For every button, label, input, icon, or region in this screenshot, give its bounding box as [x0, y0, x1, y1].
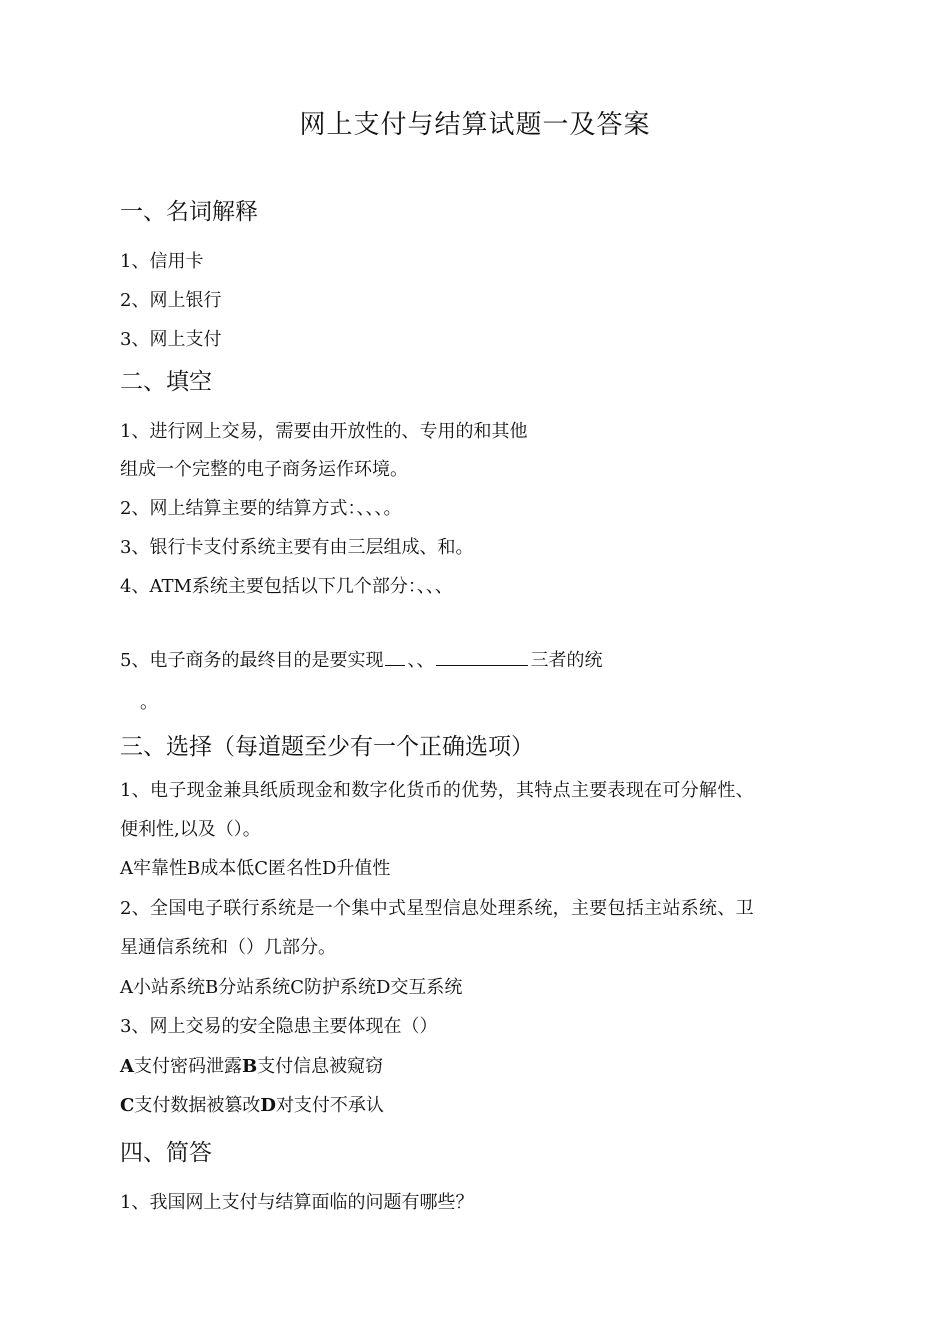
option-letter: D [260, 1095, 276, 1116]
fill-question-1a: 1、进行网上交易，需要由开放性的、专用的和其他 [120, 421, 528, 442]
option-letter: A [120, 1056, 134, 1077]
term-item: 2、网上银行 [120, 290, 222, 311]
term-item: 1、信用卡 [120, 251, 204, 272]
fill-question-5-separators: 、、 [407, 650, 435, 671]
choice-question-1a: 1、电子现金兼具纸质现金和数字化货币的优势，其特点主要表现在可分解性、 [120, 780, 754, 801]
answer-blank [385, 651, 405, 666]
short-answer-question-1: 1、我国网上支付与结算面临的问题有哪些？ [120, 1192, 474, 1213]
fill-question-1b: 组成一个完整的电子商务运作环境。 [120, 459, 408, 480]
option-letter: B [241, 1056, 258, 1077]
document-title: 网上支付与结算试题一及答案 [299, 110, 651, 140]
fill-question-5 [120, 648, 602, 674]
section-heading-terms: 一、名词解释 [120, 199, 258, 225]
fill-question-5-end: 。 [140, 692, 158, 713]
choice-question-3-options-ab [120, 1054, 383, 1080]
section-heading-choice: 三、选择（每道题至少有一个正确选项） [120, 734, 534, 760]
choice-question-3: 3、网上交易的安全隐患主要体现在（） [120, 1016, 438, 1037]
option-text: 支付信息被窥窃 [257, 1056, 384, 1077]
fill-question-4: 4、ATM系统主要包括以下几个部分：、、、 [120, 576, 453, 597]
option-text: 支付密码泄露 [133, 1056, 242, 1077]
term-item: 3、网上支付 [120, 329, 222, 350]
fill-question-5-suffix: 三者的统 [530, 650, 603, 671]
option-letter: C [120, 1095, 135, 1116]
choice-question-1b: 便利性,以及（）。 [120, 819, 261, 840]
choice-question-3-options-cd [120, 1093, 384, 1119]
option-text: 支付数据被篡改 [134, 1095, 261, 1116]
choice-question-2b: 星通信系统和（）几部分。 [120, 937, 336, 958]
choice-question-2-options: A小站系统B分站系统C防护系统D交互系统 [120, 977, 463, 998]
fill-question-5-prefix: 5、电子商务的最终目的是要实现 [120, 650, 384, 671]
fill-question-3: 3、银行卡支付系统主要有由三层组成、和。 [120, 537, 474, 558]
choice-question-1-options: A牢靠性B成本低C匿名性D升值性 [120, 858, 391, 879]
section-heading-fill: 二、填空 [120, 369, 212, 395]
option-text: 对支付不承认 [275, 1095, 384, 1116]
answer-blank [436, 651, 528, 666]
choice-question-2a: 2、全国电子联行系统是一个集中式星型信息处理系统，主要包括主站系统、卫 [120, 898, 754, 919]
section-heading-short-answer: 四、简答 [120, 1140, 212, 1166]
fill-question-2: 2、网上结算主要的结算方式：、、、。 [120, 498, 402, 519]
